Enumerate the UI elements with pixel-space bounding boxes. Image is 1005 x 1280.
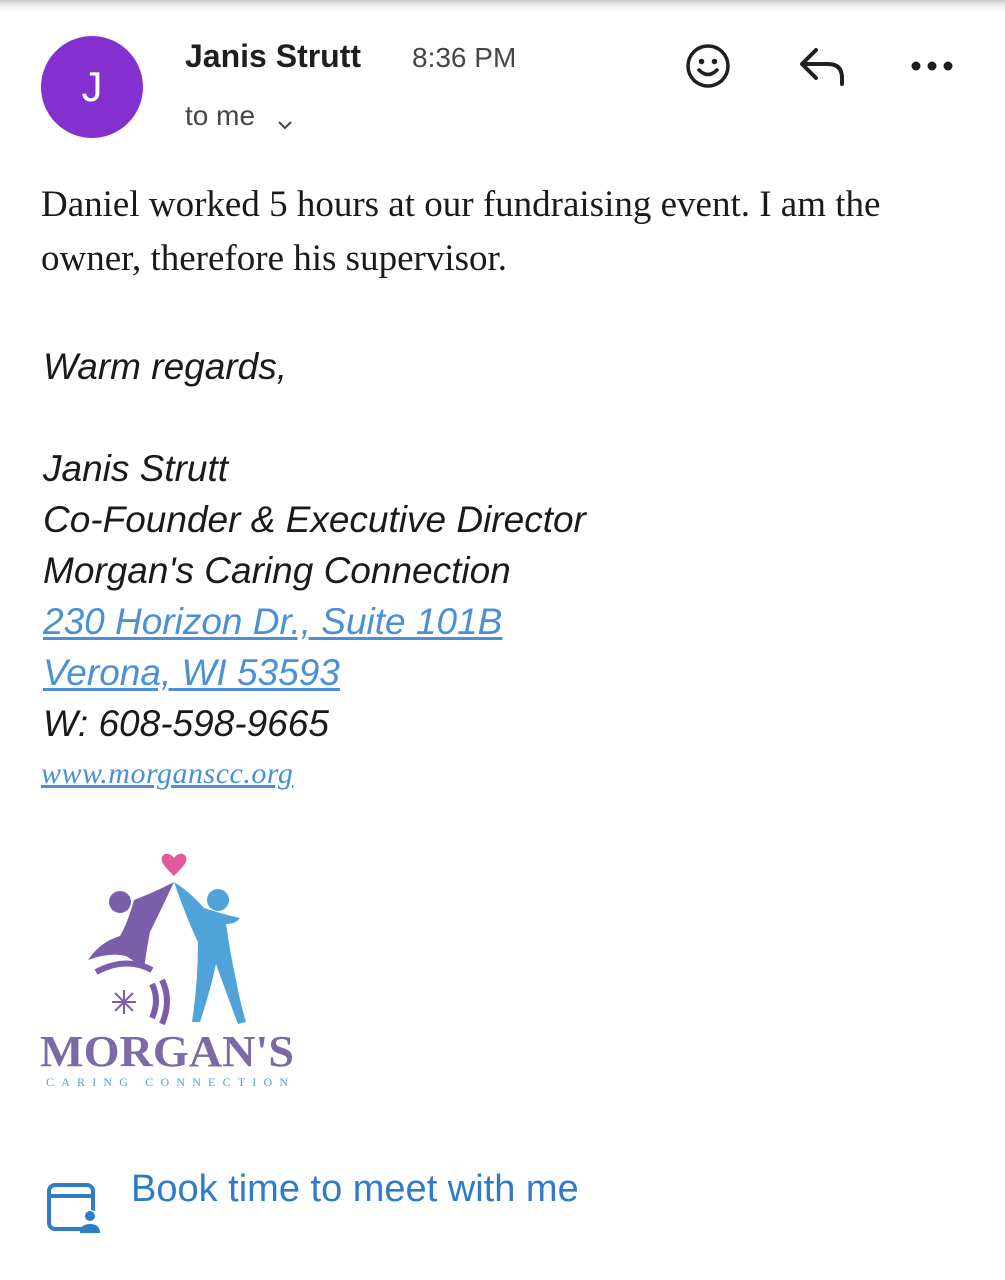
book-meeting-link[interactable]	[44, 1163, 604, 1273]
sender-name[interactable]: Janis Strutt	[185, 38, 362, 74]
add-reaction-button[interactable]	[682, 40, 734, 92]
sent-time: 8:36 PM	[412, 42, 517, 73]
signature-phone: W: 608-598-9665	[43, 703, 329, 744]
signature-title: Co-Founder & Executive Director	[43, 499, 586, 540]
signature-organization: Morgan's Caring Connection	[43, 550, 511, 591]
message-body: Daniel worked 5 hours at our fundraising event. I am the owner, therefore his supervisor.	[41, 184, 881, 279]
top-shadow	[0, 0, 1005, 12]
signature-name: Janis Strutt	[43, 448, 229, 489]
address-link-line1[interactable]: 230 Horizon Dr., Suite 101B	[43, 601, 503, 642]
more-options-button[interactable]	[906, 44, 958, 88]
avatar-letter: J	[81, 63, 103, 110]
more-vert-icon	[910, 60, 954, 72]
logo-title: MORGAN'S	[40, 1027, 294, 1076]
morgans-logo[interactable]	[40, 852, 310, 1092]
website-link[interactable]: www.morganscc.org	[41, 757, 294, 790]
signature-block	[43, 443, 586, 749]
book-meeting-label: Book time to meet with me	[131, 1168, 579, 1210]
logo-subtitle: CARING CONNECTION	[46, 1075, 290, 1089]
chevron-down-icon	[277, 108, 293, 124]
smiley-icon	[684, 42, 732, 90]
closing-line: Warm regards,	[43, 346, 287, 387]
calendar-person-icon	[46, 1181, 102, 1237]
recipient-label: to me	[185, 100, 256, 131]
recipient-toggle[interactable]	[185, 100, 293, 132]
address-link-line2[interactable]: Verona, WI 53593	[43, 652, 340, 693]
sender-avatar[interactable]	[41, 36, 143, 138]
reply-icon	[796, 44, 848, 88]
heart-icon	[162, 854, 187, 876]
reply-button[interactable]	[794, 40, 850, 92]
